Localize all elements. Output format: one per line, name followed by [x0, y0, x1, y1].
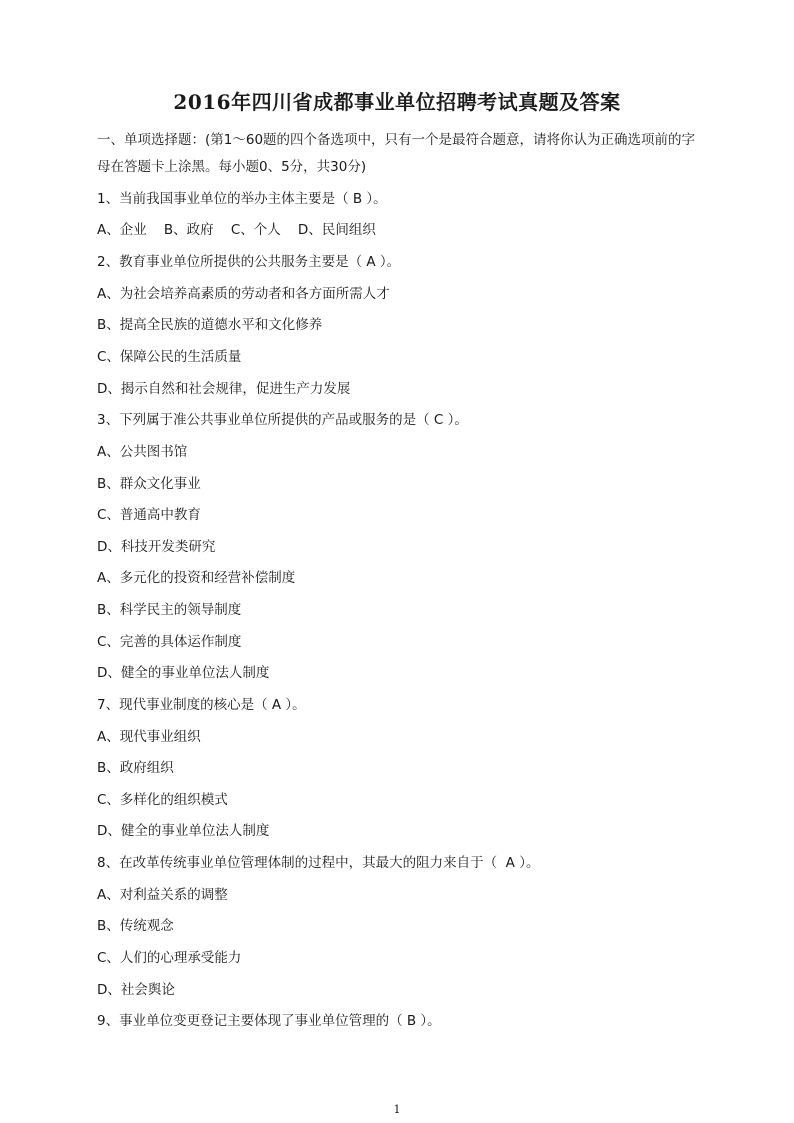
question-8-option-d: D、社会舆论 [97, 982, 175, 998]
question-7-option-d: D、健全的事业单位法人制度 [97, 823, 270, 839]
question-3-option-d: D、科技开发类研究 [97, 539, 216, 555]
question-7: 7、现代事业制度的核心是（ A ）。 [97, 697, 306, 713]
question-8-option-c: C、人们的心理承受能力 [97, 950, 242, 966]
question-6-option-a: A、多元化的投资和经营补偿制度 [97, 570, 296, 586]
question-3-option-c: C、普通高中教育 [97, 507, 201, 523]
question-6-option-c: C、完善的具体运作制度 [97, 634, 242, 650]
document-title: 2016年四川省成都事业单位招聘考试真题及答案 [173, 90, 621, 114]
question-8-option-a: A、对利益关系的调整 [97, 887, 228, 903]
question-2-option-a: A、为社会培养高素质的劳动者和各方面所需人才 [97, 286, 390, 302]
question-3: 3、下列属于准公共事业单位所提供的产品或服务的是（ C ）。 [97, 412, 468, 428]
question-2-option-b: B、提高全民族的道德水平和文化修养 [97, 317, 323, 333]
question-2-option-c: C、保障公民的生活质量 [97, 349, 242, 365]
question-1: 1、当前我国事业单位的举办主体主要是（ B ）。 [97, 191, 387, 207]
question-8: 8、在改革传统事业单位管理体制的过程中，其最大的阻力来自于（ A ）。 [97, 855, 540, 871]
question-6-option-b: B、科学民主的领导制度 [97, 602, 242, 618]
question-9: 9、事业单位变更登记主要体现了事业单位管理的（ B ）。 [97, 1013, 441, 1029]
section-instructions: 一、单项选择题：(第1～60题的四个备选项中，只有一个是最符合题意，请将你认为正确选项前的字母在答题卡上涂黑。每小题0、5分，共30分) [97, 132, 696, 175]
question-1-options: A、企业 B、政府 C、个人 D、民间组织 [97, 222, 376, 238]
question-2-option-d: D、揭示自然和社会规律，促进生产力发展 [97, 381, 351, 397]
question-7-option-b: B、政府组织 [97, 760, 174, 776]
question-7-option-c: C、多样化的组织模式 [97, 792, 228, 808]
question-6-option-d: D、健全的事业单位法人制度 [97, 665, 270, 681]
question-3-option-a: A、公共图书馆 [97, 444, 188, 460]
question-7-option-a: A、现代事业组织 [97, 729, 201, 745]
page-number: 1 [393, 1103, 401, 1116]
question-2: 2、教育事业单位所提供的公共服务主要是（ A ）。 [97, 254, 401, 270]
question-3-option-b: B、群众文化事业 [97, 476, 201, 492]
question-8-option-b: B、传统观念 [97, 918, 174, 934]
